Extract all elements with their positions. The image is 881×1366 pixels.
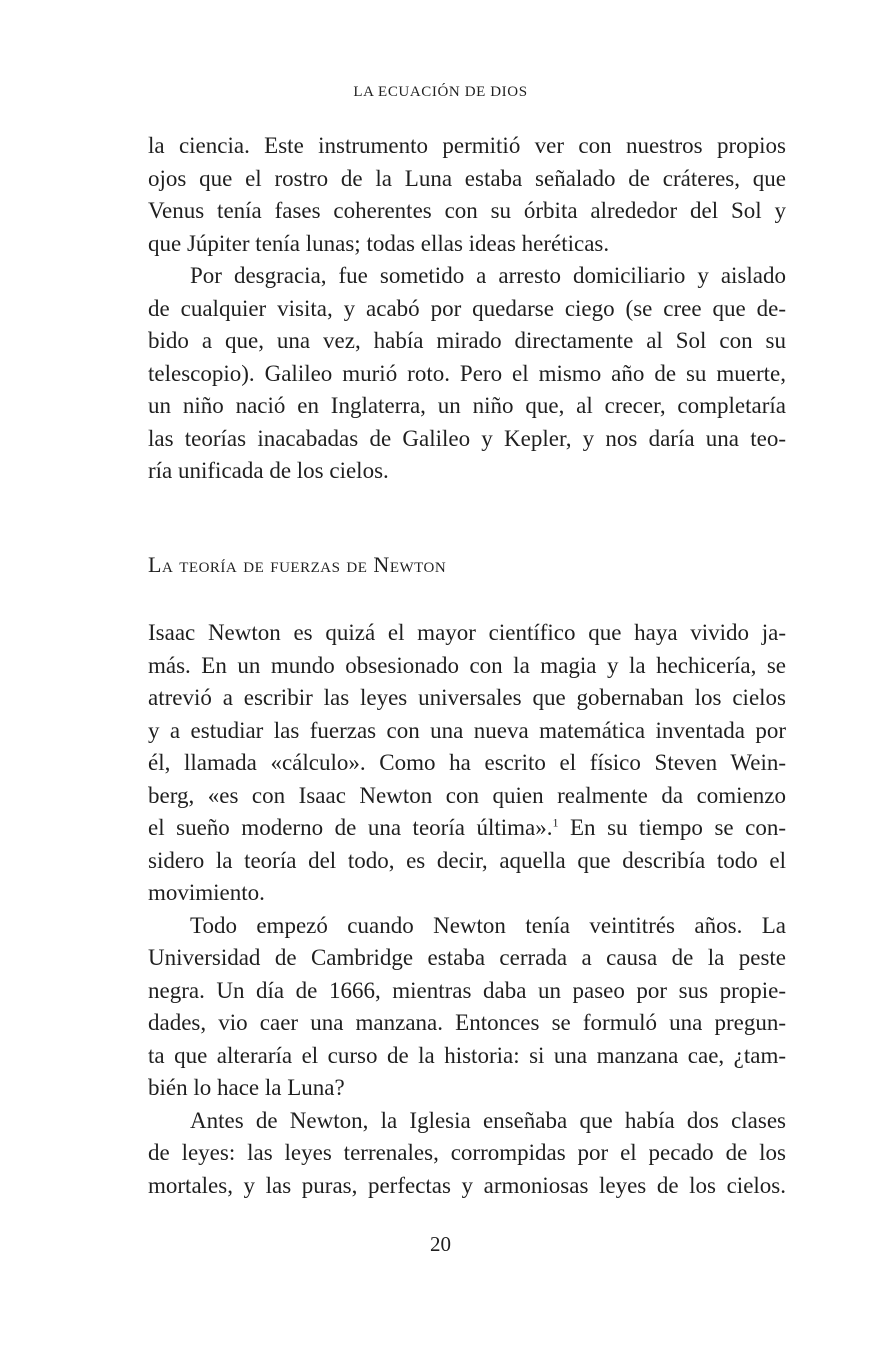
- page-number: 20: [430, 1232, 451, 1256]
- text-line-part: En su tiempo se con-: [558, 815, 787, 840]
- running-head: LA ECUACIÓN DE DIOS: [353, 84, 528, 100]
- text-line: negra. Un día de 1666, mientras daba un paseo por sus propie-: [148, 977, 786, 1003]
- text-line: Todo empezó cuando Newton tenía veintitrés años. La: [190, 912, 786, 938]
- footnote-marker: 1: [552, 815, 559, 830]
- text-line: bién lo hace la Luna?: [148, 1075, 345, 1100]
- text-line: ojos que el rostro de la Luna estaba señalado de cráteres, que: [148, 165, 786, 191]
- text-line: Por desgracia, fue sometido a arresto domiciliario y aislado: [190, 263, 786, 288]
- text-line-part: el sueño moderno de una teoría última».: [148, 815, 553, 840]
- text-line: ría unificada de los cielos.: [148, 458, 389, 483]
- text-line: dades, vio caer una manzana. Entonces se formuló una pregun-: [148, 1010, 786, 1035]
- text-line: Isaac Newton es quizá el mayor científico que haya vivido ja-: [148, 620, 786, 645]
- text-line: de leyes: las leyes terrenales, corrompidas por el pecado de los: [148, 1140, 786, 1165]
- text-line: las teorías inacabadas de Galileo y Kepler, y nos daría una teo-: [148, 425, 786, 451]
- paragraphs-newton: [148, 617, 786, 1202]
- text-line: la ciencia. Este instrumento permitió ver con nuestros propios: [148, 133, 786, 158]
- text-line: bido a que, una vez, había mirado directamente al Sol con su: [148, 328, 786, 353]
- text-line: sidero la teoría del todo, es decir, aquella que describía todo el: [148, 847, 786, 873]
- text-line: Venus tenía fases coherentes con su órbita alrededor del Sol y: [148, 198, 786, 223]
- text-line: y a estudiar las fuerzas con una nueva matemática inventada por: [148, 717, 786, 743]
- text-line: él, llamada «cálculo». Como ha escrito el físico Steven Wein-: [148, 750, 786, 775]
- text-line: mortales, y las puras, perfectas y armoniosas leyes de los cielos.: [148, 1172, 786, 1198]
- text-line: un niño nació en Inglaterra, un niño que, al crecer, completaría: [148, 393, 786, 418]
- text-line: que Júpiter tenía lunas; todas ellas ideas heréticas.: [148, 230, 610, 256]
- paragraphs-galileo: [148, 130, 786, 488]
- text-line-with-footnote: [148, 812, 786, 845]
- text-line: movimiento.: [148, 880, 265, 905]
- text-line: atrevió a escribir las leyes universales que gobernaban los cielos: [148, 685, 786, 710]
- text-line: más. En un mundo obsesionado con la magia y la hechicería, se: [148, 652, 786, 678]
- text-line: berg, «es con Isaac Newton con quien realmente da comienzo: [148, 782, 786, 808]
- text-line: Antes de Newton, la Iglesia enseñaba que había dos clases: [190, 1107, 786, 1133]
- text-line: ta que alteraría el curso de la historia: si una manzana cae, ¿tam-: [148, 1042, 786, 1068]
- text-line: telescopio). Galileo murió roto. Pero el mismo año de su muerte,: [148, 360, 786, 386]
- section-heading: La teoría de fuerzas de Newton: [148, 552, 447, 577]
- text-line: de cualquier visita, y acabó por quedarse ciego (se cree que de-: [148, 295, 786, 321]
- text-line: Universidad de Cambridge estaba cerrada a causa de la peste: [148, 945, 786, 970]
